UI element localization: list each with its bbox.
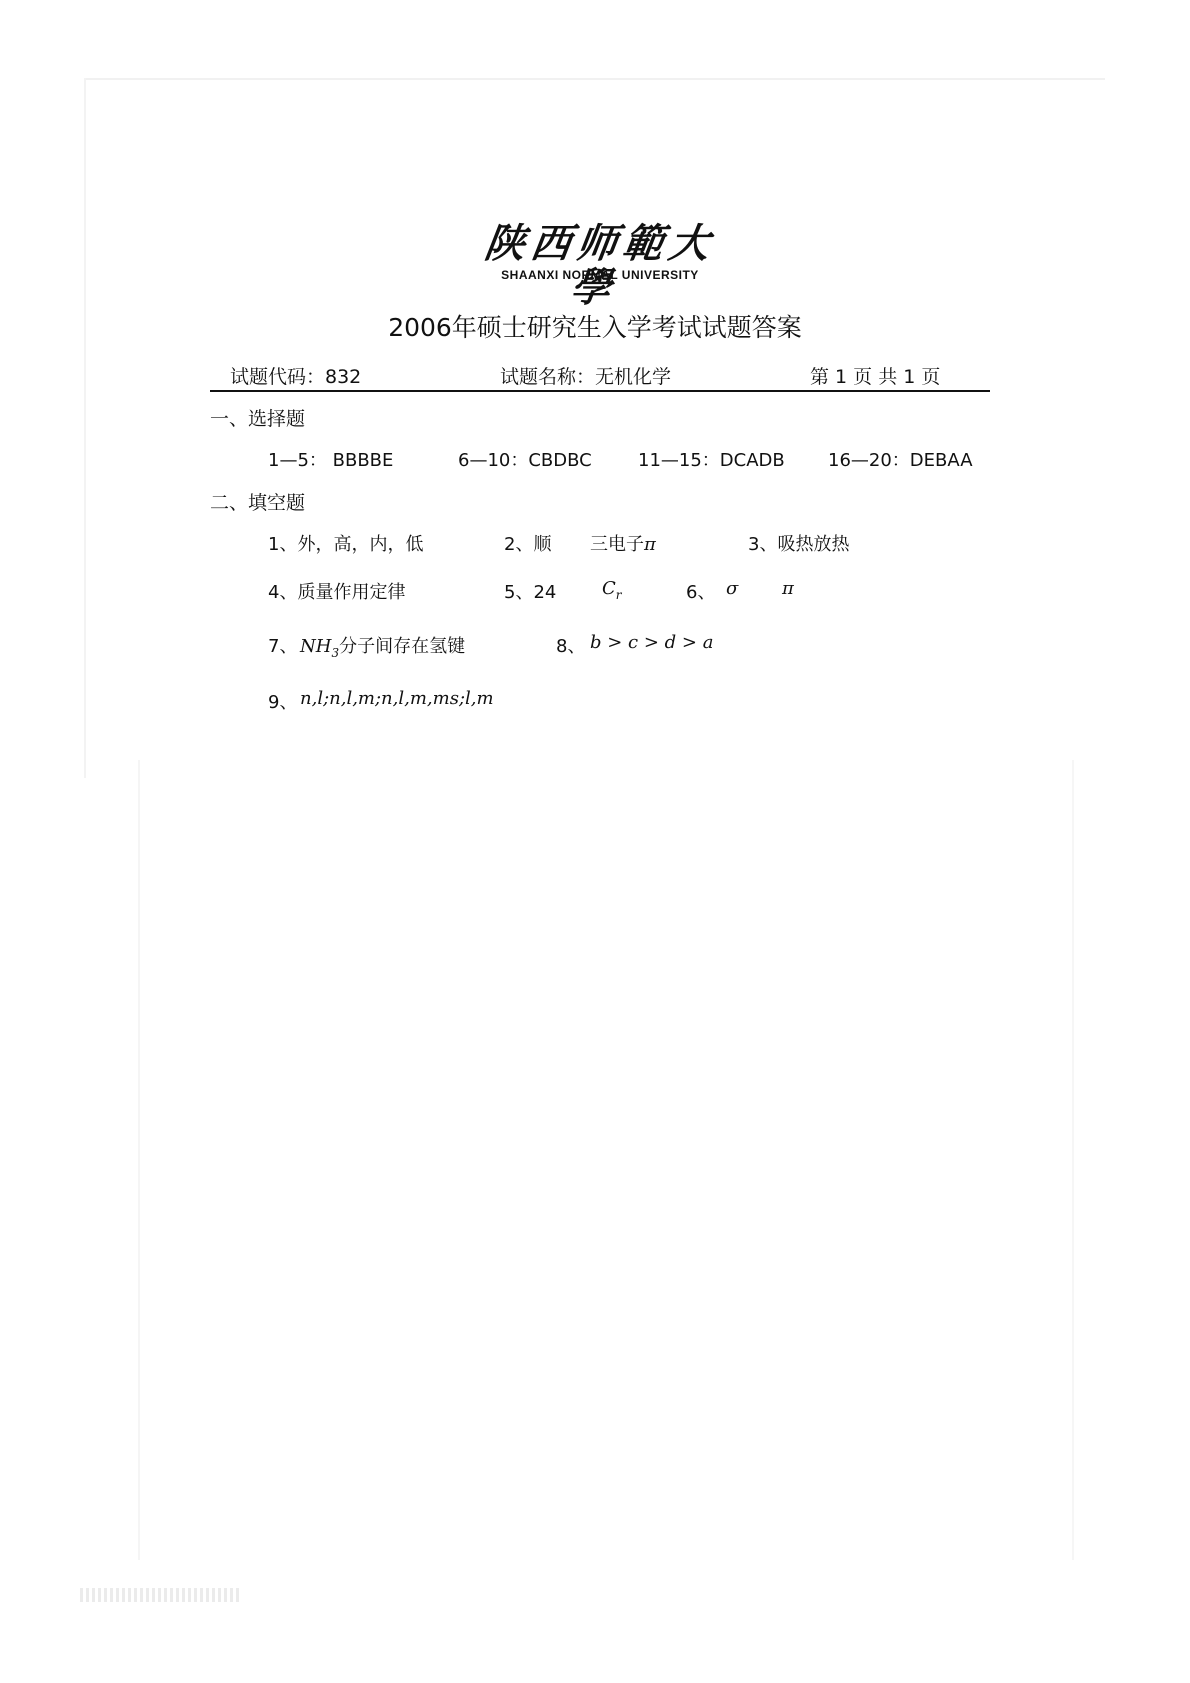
fill-answer-2-text: 三电子 — [590, 534, 644, 555]
nh3-formula: NH — [300, 636, 332, 657]
fill-answer-5-num: 5、24 — [504, 582, 557, 603]
exam-name: 试题名称：无机化学 — [500, 366, 672, 388]
pi-symbol: π — [782, 578, 794, 599]
c-subscript: r — [615, 588, 622, 602]
nh3-subscript: 3 — [331, 646, 340, 660]
fill-answer-1: 1、外，高，内，低 — [268, 534, 424, 555]
scan-smudge — [80, 1588, 240, 1602]
document-title: 2006年硕士研究生入学考试试题答案 — [388, 313, 802, 342]
scan-edge — [1072, 760, 1074, 1560]
choice-answer: 16—20：DEBAA — [828, 450, 973, 471]
choice-answer: 11—15：DCADB — [638, 450, 785, 471]
fill-answers-row-3 — [268, 632, 988, 662]
fill-answer-7-num: 7、 — [268, 636, 298, 657]
fill-answer-9-num: 9、 — [268, 692, 298, 713]
choice-answer: 6—10：CBDBC — [458, 450, 592, 471]
logo-calligraphy: 陕西师範大學 — [481, 220, 719, 311]
scan-edge — [85, 78, 1105, 80]
exam-code: 试题代码：832 — [230, 366, 362, 388]
header-rule — [210, 390, 990, 392]
fill-answers-row-1 — [268, 530, 988, 558]
fill-answer-2 — [590, 530, 656, 556]
fill-answer-7-text: 分子间存在氢键 — [339, 636, 466, 657]
university-logo — [470, 220, 730, 311]
scan-edge — [138, 760, 140, 1560]
fill-answer-3: 3、吸热放热 — [748, 534, 850, 555]
c-symbol: C — [602, 578, 616, 599]
fill-answer-7 — [300, 632, 465, 658]
fill-answer-6-num: 6、 — [686, 582, 716, 603]
choice-answer: 1—5： BBBBE — [268, 450, 394, 471]
choice-answers-row — [268, 446, 988, 472]
logo-english-name: SHAANXI NORMAL UNIVERSITY — [501, 268, 699, 282]
page-indicator: 第 1 页 共 1 页 — [810, 366, 941, 388]
section-fill-title: 二、填空题 — [210, 492, 306, 514]
fill-answer-9-expression: n,l;n,l,m;n,l,m,ms;l,m — [300, 688, 494, 709]
scan-edge — [84, 78, 86, 778]
fill-answers-row-4 — [268, 688, 988, 718]
fill-answer-8-num: 8、 — [556, 636, 586, 657]
fill-answer-5-symbol — [602, 578, 622, 602]
section-choice-title: 一、选择题 — [210, 408, 306, 430]
fill-answer-8-expression: b > c > d > a — [590, 632, 714, 653]
exam-meta-row — [210, 362, 990, 388]
fill-answer-4: 4、质量作用定律 — [268, 582, 406, 603]
fill-answers-row-2 — [268, 578, 988, 608]
fill-answer-2-num: 2、顺 — [504, 534, 552, 555]
pi-symbol: π — [644, 534, 656, 555]
sigma-symbol: σ — [726, 578, 739, 599]
